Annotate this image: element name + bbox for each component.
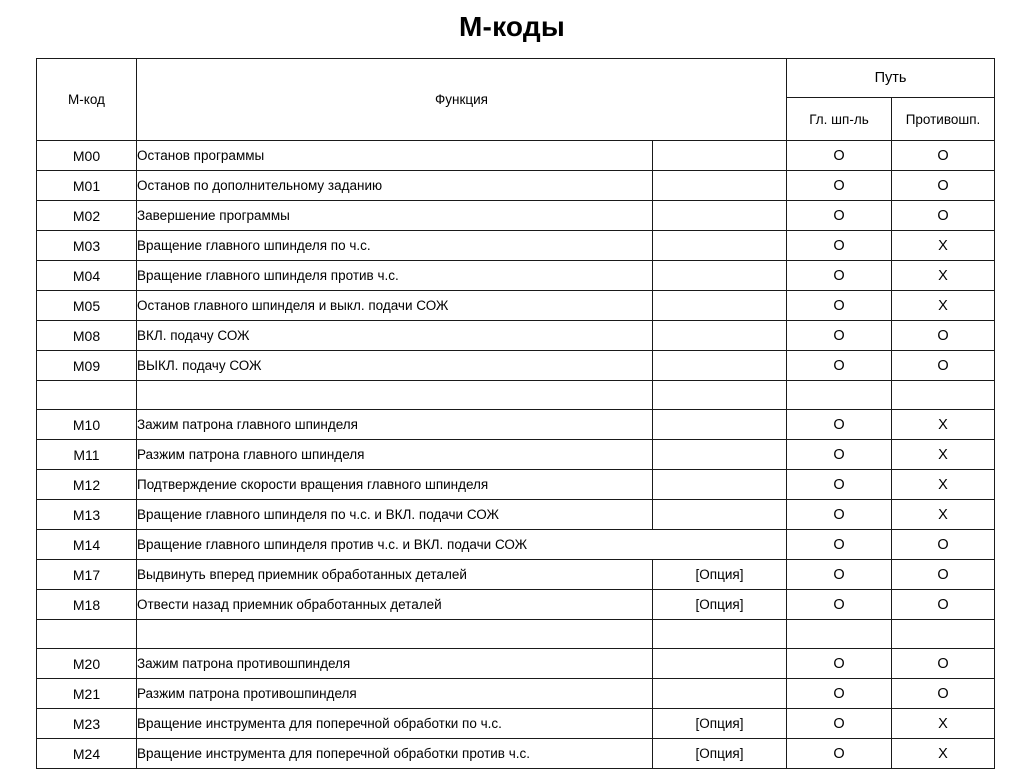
cell-counter-spindle: X	[892, 470, 995, 500]
table-row	[37, 261, 995, 291]
cell-counter-spindle: X	[892, 500, 995, 530]
cell-option	[653, 649, 787, 679]
table-spacer-row	[37, 381, 995, 410]
cell-counter-spindle: X	[892, 291, 995, 321]
spacer-cell	[787, 620, 892, 649]
cell-mcode: M13	[37, 500, 137, 530]
cell-main-spindle: O	[787, 201, 892, 231]
table-row	[37, 560, 995, 590]
cell-counter-spindle: O	[892, 321, 995, 351]
table-row	[37, 351, 995, 381]
cell-counter-spindle: O	[892, 649, 995, 679]
table-row	[37, 291, 995, 321]
cell-counter-spindle: X	[892, 440, 995, 470]
table-row	[37, 470, 995, 500]
cell-main-spindle: O	[787, 649, 892, 679]
cell-main-spindle: O	[787, 590, 892, 620]
header-mcode: M-код	[37, 59, 137, 141]
cell-mcode: M20	[37, 649, 137, 679]
cell-main-spindle: O	[787, 321, 892, 351]
table-row	[37, 231, 995, 261]
cell-function: Разжим патрона противошпинделя	[137, 679, 653, 709]
table-row	[37, 500, 995, 530]
cell-mcode: M05	[37, 291, 137, 321]
cell-option: [Опция]	[653, 560, 787, 590]
mcodes-table-container	[36, 58, 994, 769]
cell-counter-spindle: O	[892, 590, 995, 620]
table-row	[37, 530, 995, 560]
cell-main-spindle: O	[787, 141, 892, 171]
table-header	[37, 59, 995, 141]
cell-function: Вращение главного шпинделя по ч.с. и ВКЛ. подачи СОЖ	[137, 500, 653, 530]
table-row	[37, 679, 995, 709]
cell-option	[653, 201, 787, 231]
table-row	[37, 440, 995, 470]
cell-mcode: M23	[37, 709, 137, 739]
spacer-cell	[653, 381, 787, 410]
cell-function: Вращение инструмента для поперечной обработки по ч.с.	[137, 709, 653, 739]
cell-function: Разжим патрона главного шпинделя	[137, 440, 653, 470]
spacer-cell	[137, 620, 653, 649]
cell-counter-spindle: O	[892, 141, 995, 171]
spacer-cell	[37, 381, 137, 410]
table-row	[37, 321, 995, 351]
cell-option	[653, 410, 787, 440]
table-row	[37, 649, 995, 679]
cell-mcode: M18	[37, 590, 137, 620]
header-path-group: Путь	[787, 59, 995, 98]
cell-main-spindle: O	[787, 171, 892, 201]
cell-mcode: M04	[37, 261, 137, 291]
table-row	[37, 410, 995, 440]
spacer-cell	[137, 381, 653, 410]
cell-mcode: M09	[37, 351, 137, 381]
cell-option	[653, 231, 787, 261]
mcodes-table	[36, 58, 995, 769]
cell-function: Останов по дополнительному заданию	[137, 171, 653, 201]
cell-counter-spindle: X	[892, 261, 995, 291]
cell-option	[653, 171, 787, 201]
cell-option	[653, 321, 787, 351]
table-row	[37, 201, 995, 231]
table-row	[37, 171, 995, 201]
table-body	[37, 141, 995, 769]
table-row	[37, 590, 995, 620]
spacer-cell	[37, 620, 137, 649]
table-row	[37, 709, 995, 739]
cell-option	[653, 500, 787, 530]
cell-mcode: M02	[37, 201, 137, 231]
spacer-cell	[787, 381, 892, 410]
cell-option	[653, 261, 787, 291]
cell-function: Подтверждение скорости вращения главного шпинделя	[137, 470, 653, 500]
cell-mcode: M11	[37, 440, 137, 470]
cell-counter-spindle: O	[892, 201, 995, 231]
table-spacer-row	[37, 620, 995, 649]
cell-counter-spindle: X	[892, 709, 995, 739]
cell-main-spindle: O	[787, 500, 892, 530]
cell-main-spindle: O	[787, 709, 892, 739]
header-counter-spindle: Противошп.	[892, 98, 995, 141]
cell-mcode: M14	[37, 530, 137, 560]
cell-counter-spindle: X	[892, 231, 995, 261]
cell-function: Вращение инструмента для поперечной обработки против ч.с.	[137, 739, 653, 769]
cell-function: Останов главного шпинделя и выкл. подачи СОЖ	[137, 291, 653, 321]
cell-function: Вращение главного шпинделя против ч.с.	[137, 261, 653, 291]
cell-function: Зажим патрона главного шпинделя	[137, 410, 653, 440]
cell-mcode: M21	[37, 679, 137, 709]
cell-mcode: M08	[37, 321, 137, 351]
cell-counter-spindle: X	[892, 410, 995, 440]
cell-main-spindle: O	[787, 560, 892, 590]
cell-function: ВЫКЛ. подачу СОЖ	[137, 351, 653, 381]
cell-counter-spindle: O	[892, 530, 995, 560]
cell-counter-spindle: O	[892, 171, 995, 201]
cell-function: Вращение главного шпинделя против ч.с. и ВКЛ. подачи СОЖ	[137, 530, 787, 560]
cell-main-spindle: O	[787, 440, 892, 470]
cell-mcode: M01	[37, 171, 137, 201]
cell-function: Зажим патрона противошпинделя	[137, 649, 653, 679]
cell-counter-spindle: O	[892, 560, 995, 590]
cell-main-spindle: O	[787, 410, 892, 440]
spacer-cell	[653, 620, 787, 649]
cell-option: [Опция]	[653, 709, 787, 739]
header-function: Функция	[137, 59, 787, 141]
cell-counter-spindle: X	[892, 739, 995, 769]
cell-mcode: M17	[37, 560, 137, 590]
cell-option: [Опция]	[653, 590, 787, 620]
cell-function: ВКЛ. подачу СОЖ	[137, 321, 653, 351]
page-title: M-коды	[459, 11, 565, 42]
cell-option	[653, 440, 787, 470]
cell-main-spindle: O	[787, 231, 892, 261]
cell-option: [Опция]	[653, 739, 787, 769]
spacer-cell	[892, 381, 995, 410]
cell-main-spindle: O	[787, 351, 892, 381]
cell-option	[653, 351, 787, 381]
cell-function: Вращение главного шпинделя по ч.с.	[137, 231, 653, 261]
cell-function: Отвести назад приемник обработанных деталей	[137, 590, 653, 620]
cell-main-spindle: O	[787, 739, 892, 769]
cell-option	[653, 141, 787, 171]
cell-function: Останов программы	[137, 141, 653, 171]
cell-mcode: M12	[37, 470, 137, 500]
table-row	[37, 739, 995, 769]
cell-main-spindle: O	[787, 470, 892, 500]
cell-main-spindle: O	[787, 679, 892, 709]
cell-counter-spindle: O	[892, 351, 995, 381]
cell-counter-spindle: O	[892, 679, 995, 709]
table-header-row-top	[37, 59, 995, 98]
cell-mcode: M10	[37, 410, 137, 440]
cell-function: Завершение программы	[137, 201, 653, 231]
cell-mcode: M03	[37, 231, 137, 261]
table-row	[37, 141, 995, 171]
cell-main-spindle: O	[787, 530, 892, 560]
cell-mcode: M24	[37, 739, 137, 769]
cell-option	[653, 679, 787, 709]
cell-option	[653, 291, 787, 321]
cell-mcode: M00	[37, 141, 137, 171]
cell-function: Выдвинуть вперед приемник обработанных деталей	[137, 560, 653, 590]
header-main-spindle: Гл. шп-ль	[787, 98, 892, 141]
cell-main-spindle: O	[787, 261, 892, 291]
cell-option	[653, 470, 787, 500]
spacer-cell	[892, 620, 995, 649]
cell-main-spindle: O	[787, 291, 892, 321]
